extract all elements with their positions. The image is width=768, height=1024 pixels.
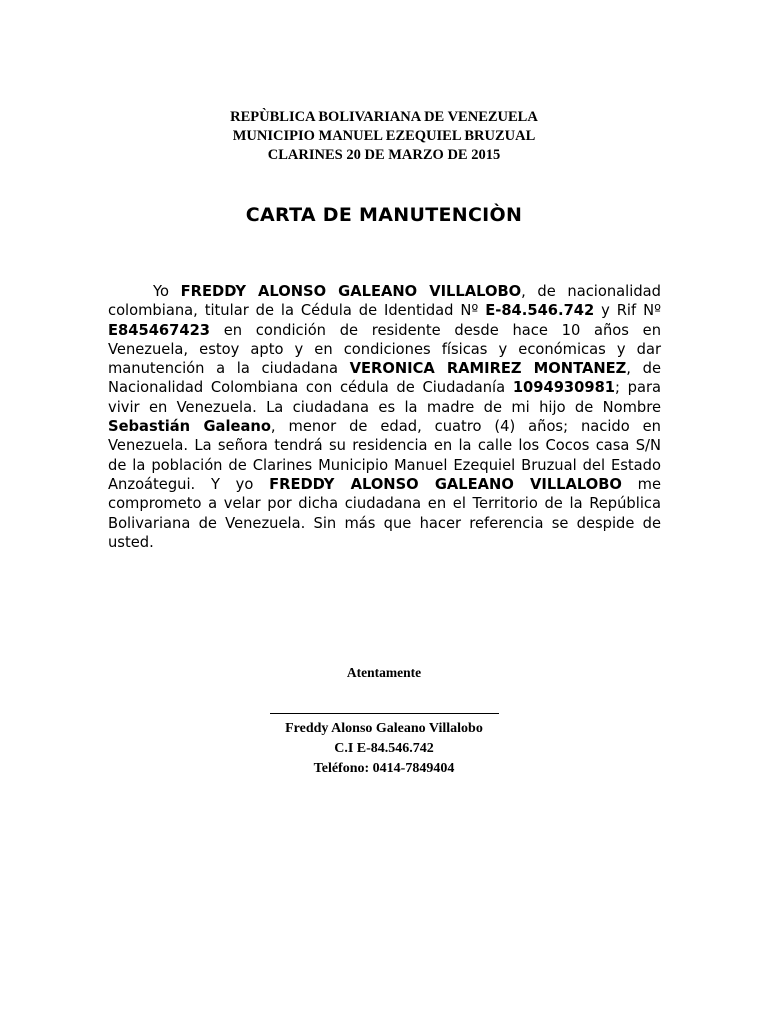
child-name: Sebastián Galeano [108,418,271,436]
header-country: REPÙBLICA BOLIVARIANA DE VENEZUELA [230,109,538,125]
header-place-date: CLARINES 20 DE MARZO DE 2015 [267,147,501,163]
letter-body [108,282,661,552]
declarant-name: FREDDY ALONSO GALEANO VILLALOBO [180,283,522,300]
signer-name: Freddy Alonso Galeano Villalobo [285,721,483,736]
body-text-segment: Yo [153,283,181,300]
beneficiary-name: VERONICA RAMIREZ MONTANEZ [349,360,627,378]
header-municipality: MUNICIPIO MANUEL EZEQUIEL BRUZUAL [232,128,536,144]
body-text-segment: , de nacionalidad colombiana, titular de la Cédula de Identidad Nº [108,283,661,320]
declarant-rif-number: E845467423 [108,321,211,339]
letter-title: CARTA DE MANUTENCIÒN [245,204,523,226]
letter-header [0,108,768,165]
signer-id: C.I E-84.546.742 [334,741,434,756]
body-text-segment: , de Nacionalidad Colombiana con cédula de Ciudadanía [108,360,661,397]
declarant-id-number: E-84.546.742 [485,302,595,320]
body-text-segment: en condición de residente desde hace 10 años en Venezuela, estoy apto y en condiciones físicas y económicas y dar manutención a la ciudadana [108,321,661,378]
body-text-segment: me comprometo a velar por dicha ciudadana en el Territorio de la República Bolivariana de Venezuela. Sin más que hacer referencia se despide de usted. [108,475,662,551]
body-text-segment: ; para vivir en Venezuela. La ciudadana es la madre de mi hijo de Nombre [108,379,661,416]
body-text-segment: y Rif Nº [594,302,661,320]
body-paragraph [108,282,661,552]
beneficiary-id-number: 1094930981 [512,379,616,397]
closing-salutation: Atentamente [346,665,422,680]
body-text-segment: , menor de edad, cuatro (4) años; nacido en Venezuela. La señora tendrá su residencia en la calle los Cocos casa S/N de la población de Clarines Municipio Manuel Ezequiel Bruzual del Estado Anzoátegui. Y yo [108,418,661,493]
signer-phone: Teléfono: 0414-7849404 [313,761,455,776]
signature-line [270,713,499,714]
declarant-name-repeat: FREDDY ALONSO GALEANO VILLALOBO [269,475,622,493]
signature-block [0,719,768,779]
